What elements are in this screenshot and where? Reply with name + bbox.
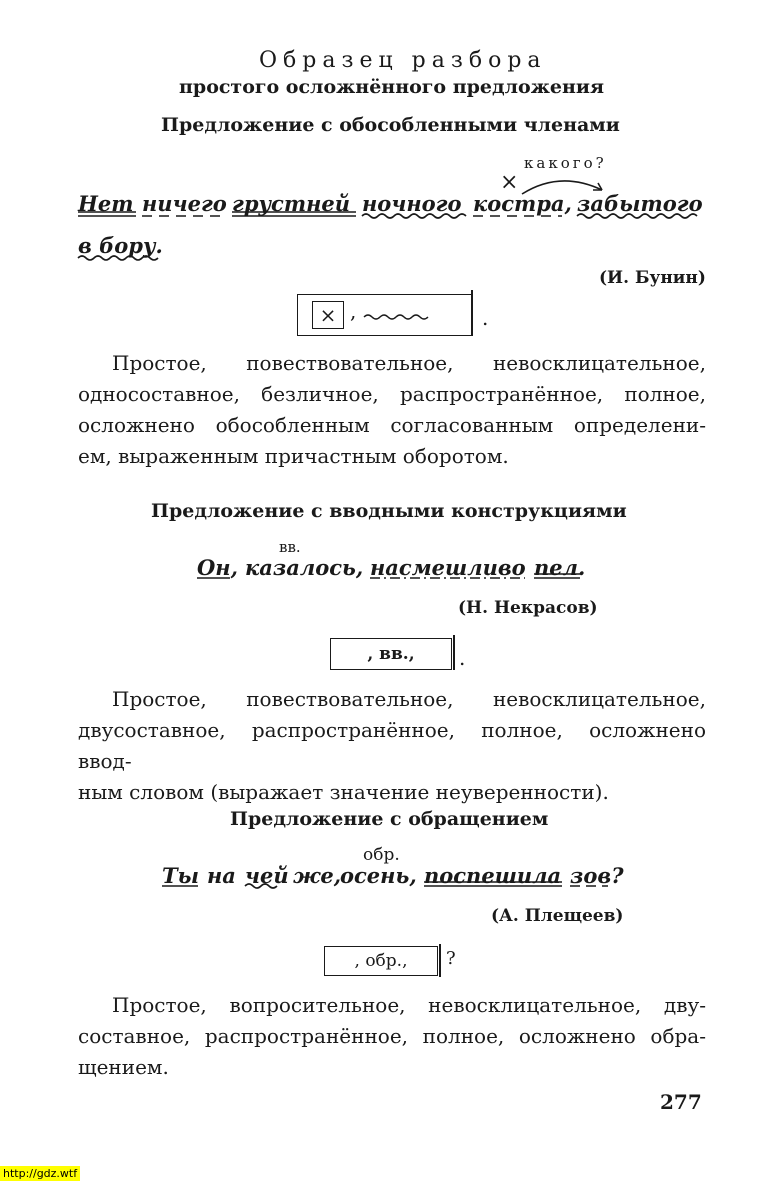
s1-scheme-end: .	[482, 306, 489, 330]
section3-heading: Предложение с обращением	[230, 808, 549, 830]
section1-heading: Предложение с обособленными членами	[161, 114, 620, 136]
s3-scheme-bar	[439, 944, 441, 977]
s2-word-pel: пел.	[534, 555, 586, 580]
s2-word-on: Он,	[197, 555, 238, 580]
s3-analysis-line: составное, распространённое, полное, осложнено обра-	[78, 1024, 706, 1048]
s1-analysis-line: односоставное, безличное, распространённое, полное,	[78, 382, 706, 406]
s2-scheme-end: .	[459, 646, 466, 670]
s2-analysis-line: ным словом (выражает значение неуверенности).	[78, 780, 609, 804]
s3-word-na: на	[207, 863, 236, 888]
section2-heading: Предложение с вводными конструкциями	[151, 500, 627, 522]
s3-word-zov: зов?	[570, 863, 624, 888]
s1-analysis-line: Простое, повествовательное, невосклицательное,	[112, 351, 706, 375]
s2-analysis-line: Простое, повествовательное, невосклицательное,	[112, 687, 706, 711]
question-label: какого?	[524, 154, 607, 172]
s1-analysis-line: осложнено обособленным согласованным определени-	[78, 413, 706, 437]
s3-word-zhe: же,	[293, 863, 342, 888]
s2-author: (Н. Некрасов)	[458, 598, 598, 618]
page-number: 277	[660, 1090, 702, 1114]
s3-analysis	[78, 990, 706, 1083]
s3-word-chey: чей	[245, 863, 289, 888]
s1-scheme-cross: ×	[312, 301, 344, 329]
s1-word-nichego: ничего	[142, 191, 227, 216]
s2-word-nasmeshlivo: насмешливо	[370, 555, 526, 580]
s1-word-v-boru: в бору.	[78, 233, 163, 258]
title-line1: Образец разбора	[259, 48, 547, 73]
s1-word-nochnogo: ночного	[362, 191, 462, 216]
s3-analysis-line: щением.	[78, 1055, 169, 1079]
cross-mark: ×	[500, 170, 519, 195]
s1-word-grustney: грустней	[232, 191, 351, 216]
s2-scheme-label: , вв.,	[367, 644, 415, 664]
s3-address-mark: обр.	[363, 845, 400, 865]
s3-author: (А. Плещеев)	[491, 906, 624, 926]
s2-analysis-line: двусоставное, распространённое, полное, осложнено ввод-	[78, 718, 706, 773]
s3-word-pospeshila: поспешила	[424, 863, 562, 888]
s1-word-kostra: костра,	[473, 191, 572, 216]
s3-scheme-label: , обр.,	[354, 951, 408, 971]
watermark-link[interactable]: http://gdz.wtf	[0, 1166, 80, 1181]
s3-word-ty: Ты	[162, 863, 199, 888]
s3-scheme-box	[324, 946, 438, 976]
s3-word-osen: осень,	[340, 863, 417, 888]
s1-author: (И. Бунин)	[599, 268, 706, 288]
s3-scheme-end: ?	[446, 948, 456, 969]
s1-word-net: Нет	[78, 191, 134, 216]
s3-analysis-line: Простое, вопросительное, невосклицательное, дву-	[112, 993, 706, 1017]
title-line2: простого осложнённого предложения	[179, 76, 605, 98]
s2-intro-mark: вв.	[279, 538, 301, 556]
s1-word-zabytogo: забытого	[577, 191, 703, 216]
s2-word-kazalos: казалось,	[245, 555, 364, 580]
s1-analysis-line: ем, выраженным причастным оборотом.	[78, 444, 509, 468]
s1-scheme-comma: ,	[350, 299, 357, 323]
